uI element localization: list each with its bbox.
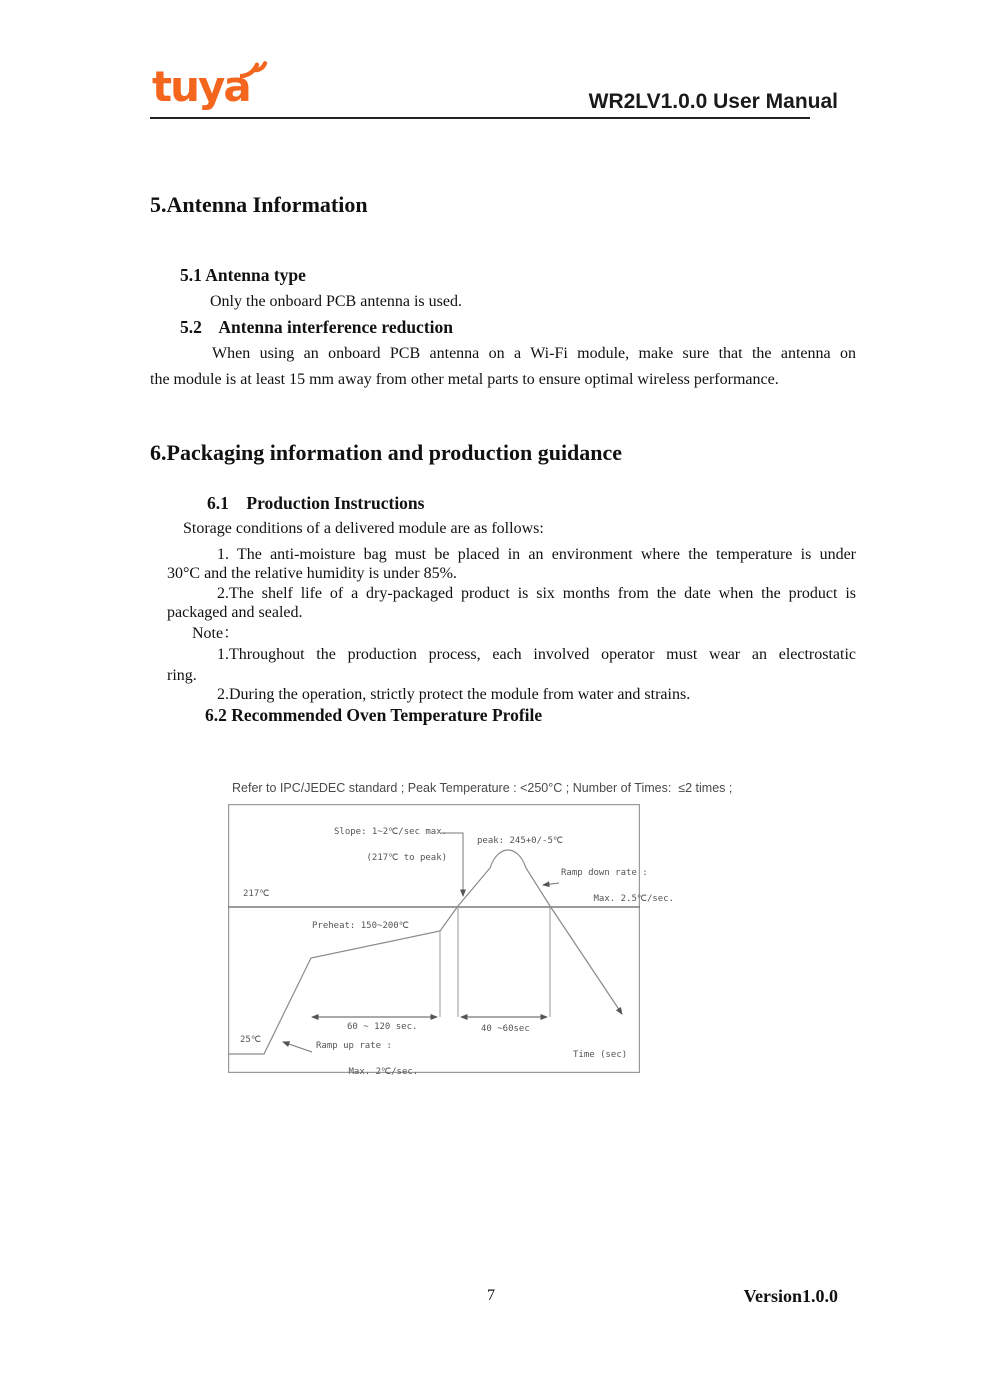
figure-caption: Refer to IPC/JEDEC standard ; Peak Temperature : <250°C ; Number of Times: ≤2 times ; bbox=[232, 781, 733, 795]
section5-1-heading: 5.1 Antenna type bbox=[180, 265, 306, 285]
note-item2: 2.During the operation, strictly protect the module from water and strains. bbox=[217, 686, 691, 703]
ramp-up-label-line1: Ramp up rate : bbox=[316, 1041, 392, 1051]
preheat-duration-label: 60 ~ 120 sec. bbox=[347, 1022, 418, 1032]
ramp-up-label bbox=[316, 1040, 418, 1079]
slope-label-line1: Slope: 1~2℃/sec max. bbox=[334, 827, 448, 837]
storage-item1-line1: 1. The anti-moisture bag must be placed in an environment where the temperature is under bbox=[217, 546, 856, 563]
note-item1-line2: ring. bbox=[167, 667, 197, 684]
time-axis-label: Time (sec) bbox=[573, 1050, 628, 1060]
note-label: Note： bbox=[192, 625, 240, 642]
tuya-logo: tuya bbox=[152, 62, 250, 111]
ramp-up-pointer bbox=[283, 1042, 312, 1052]
section5-2-paragraph-line2: the module is at least 15 mm away from other metal parts to ensure optimal wireless performance. bbox=[150, 371, 779, 388]
note-item1-line1: 1.Throughout the production process, each involved operator must wear an electrostatic bbox=[217, 646, 856, 663]
oven-temperature-profile-chart bbox=[228, 804, 675, 1077]
peak-label: peak: 245+0/-5℃ bbox=[477, 836, 563, 846]
header-rule bbox=[150, 117, 810, 119]
temp-217-label: 217℃ bbox=[243, 889, 270, 899]
section6-heading: 6.Packaging information and production guidance bbox=[150, 440, 623, 465]
temp-25-label: 25℃ bbox=[240, 1035, 261, 1045]
slope-label bbox=[334, 826, 447, 865]
storage-item1-line2: 30°C and the relative humidity is under 85%. bbox=[167, 565, 457, 582]
section5-2-heading: 5.2 Antenna interference reduction bbox=[180, 317, 454, 337]
peak-duration-label: 40 ~60sec bbox=[481, 1024, 530, 1034]
storage-conditions-intro: Storage conditions of a delivered module are as follows: bbox=[183, 520, 544, 537]
section5-1-paragraph: Only the onboard PCB antenna is used. bbox=[210, 293, 462, 310]
section5-2-paragraph-line1: When using an onboard PCB antenna on a Wi-Fi module, make sure that the antenna on bbox=[212, 345, 856, 362]
page-number: 7 bbox=[487, 1287, 495, 1304]
ramp-down-pointer bbox=[543, 883, 559, 885]
storage-item2-line1: 2.The shelf life of a dry-packaged product is six months from the date when the product is bbox=[217, 585, 856, 602]
ramp-down-label bbox=[561, 867, 674, 906]
preheat-label: Preheat: 150~200℃ bbox=[312, 921, 409, 931]
header bbox=[152, 62, 250, 111]
storage-item2-line2: packaged and sealed. bbox=[167, 604, 303, 621]
slope-label-line2: (217℃ to peak) bbox=[366, 853, 448, 863]
section5-heading: 5.Antenna Information bbox=[150, 192, 368, 217]
ramp-down-label-line2: Max. 2.5℃/sec. bbox=[593, 894, 675, 904]
wifi-signal-icon bbox=[240, 58, 274, 88]
section6-2-heading: 6.2 Recommended Oven Temperature Profile bbox=[205, 705, 543, 725]
section6-1-heading: 6.1 Production Instructions bbox=[207, 493, 425, 513]
ramp-down-label-line1: Ramp down rate : bbox=[561, 868, 648, 878]
document-title: WR2LV1.0.0 User Manual bbox=[588, 90, 838, 113]
version-label: Version1.0.0 bbox=[743, 1286, 838, 1306]
ramp-up-label-line2: Max. 2℃/sec. bbox=[348, 1067, 419, 1077]
